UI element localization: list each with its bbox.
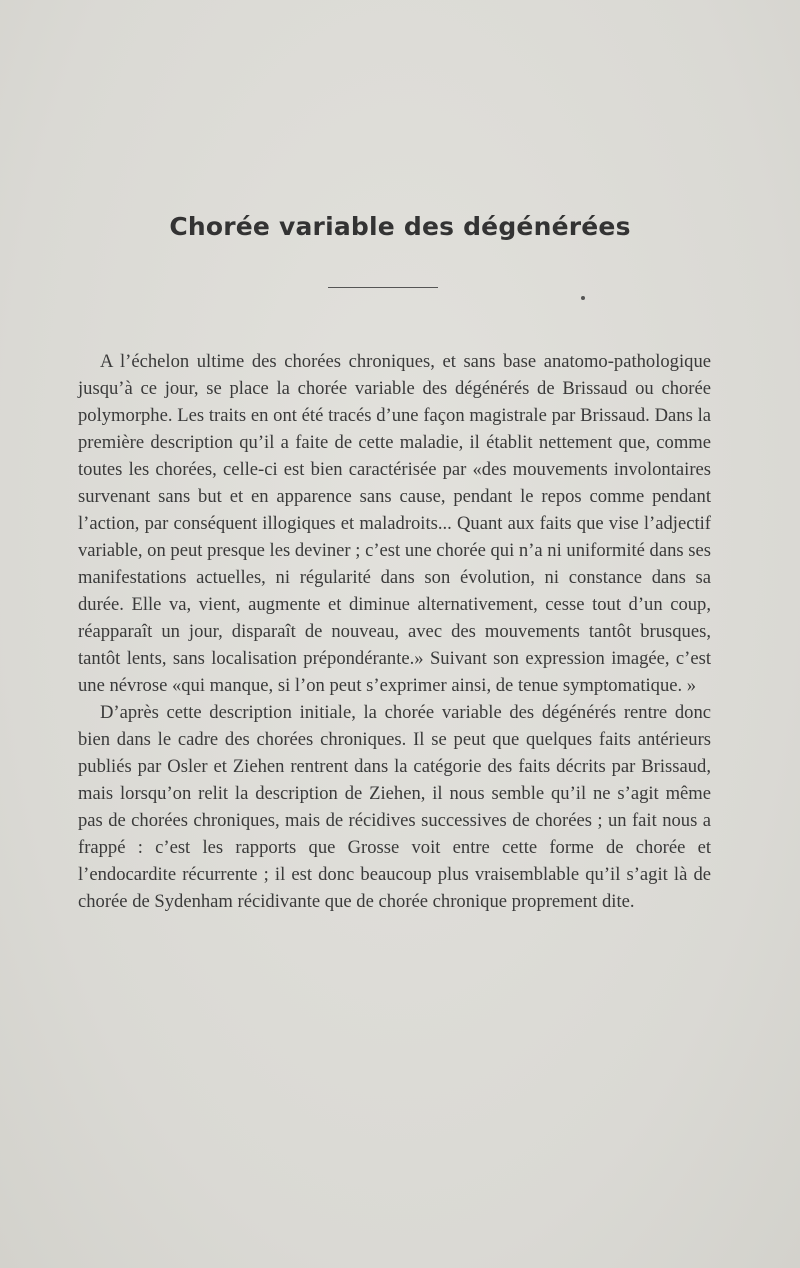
chapter-title: Chorée variable des dégénérées — [169, 212, 631, 241]
body-text — [78, 348, 711, 915]
paragraph-2: D’après cette description initiale, la chorée variable des dégénérés rentre donc bien dans le cadre des chorées chroniques. Il se peut que quelques faits antérieurs publiés par Osler et Ziehen rentrent dans la catégorie des faits décrits par Brissaud, mais lorsqu’on relit la description de Ziehen, il nous semble qu’il ne s’agit même pas de chorées chroniques, mais de récidives successives de chorées ; un fait nous a frappé : c’est les rapports que Grosse voit entre cette forme de chorée et l’endocardite récurrente ; il est donc beaucoup plus vraisemblable qu’il s’agit là de chorée de Sydenham récidivante que de chorée chronique proprement dite. — [78, 702, 711, 912]
ink-speck — [581, 296, 585, 300]
paragraph-1: A l’échelon ultime des chorées chroniques, et sans base anatomo-pathologique jusqu’à ce jour, se place la chorée variable des dégénérés de Brissaud ou chorée polymorphe. Les traits en ont été tracés d’une façon magistrale par Brissaud. Dans la première description qu’il a faite de cette maladie, il établit nettement que, comme toutes les chorées, celle-ci est bien caractérisée par «des mouvements involontaires survenant sans but et en apparence sans cause, pendant le repos comme pendant l’action, par conséquent illogiques et maladroits... Quant aux faits que vise l’adjectif variable, on peut presque les deviner ; c’est une chorée qui n’a ni uniformité dans ses manifestations actuelles, ni régularité dans son évolution, ni constance dans sa durée. Elle va, vient, augmente et diminue alternativement, cesse tout d’un coup, réapparaît un jour, disparaît de nouveau, avec des mouvements tantôt brusques, tantôt lents, sans localisation prépondérante.» Suivant son expression imagée, c’est une névrose «qui manque, si l’on peut s’exprimer ainsi, de tenue symptomatique. » — [78, 351, 712, 696]
title-divider — [328, 287, 438, 288]
